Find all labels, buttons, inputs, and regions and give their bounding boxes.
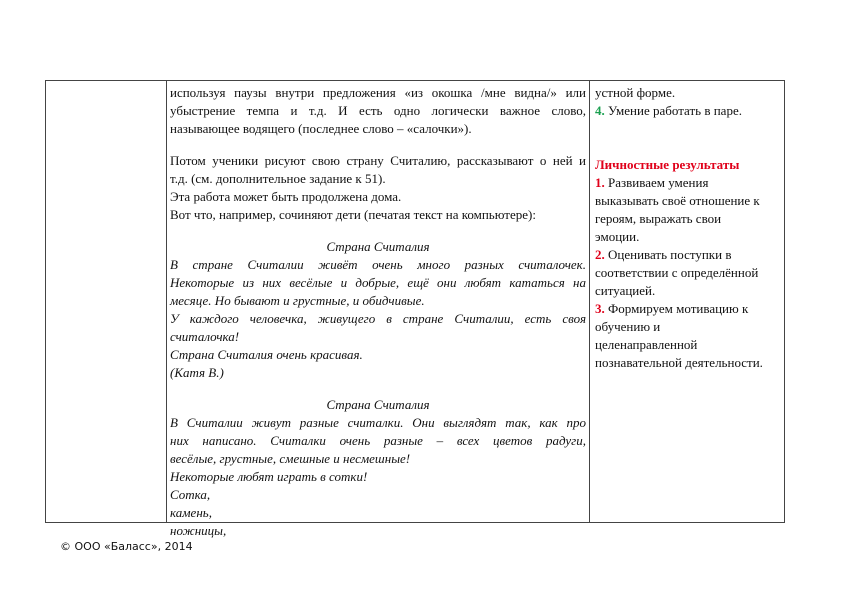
story-line: месяце. Но бывают и грустные, и обидчивые. xyxy=(170,293,425,308)
story-line: Некоторые любят играть в сотки! xyxy=(170,469,368,484)
text-line: используя паузы внутри предложения «из окошка /мне видна/» или xyxy=(170,85,586,100)
text-line: называющее водящего (последнее слово – «салочки»). xyxy=(170,121,472,136)
item-text: Формируем мотивацию к xyxy=(604,301,749,316)
item-text: Развиваем умения xyxy=(604,175,709,190)
results-cell xyxy=(595,84,783,372)
list-item xyxy=(595,300,783,318)
item-number: 1. xyxy=(595,175,605,190)
text-line: Потом ученики рисуют свою страну Считалию, рассказывают о ней и xyxy=(170,153,586,168)
story-author: (Катя В.) xyxy=(170,365,224,380)
text-line: устной форме. xyxy=(595,85,676,100)
story-title: Страна Считалия xyxy=(326,397,430,412)
story-line: Некоторые из них весёлые и добрые, ещё они любят кататься на xyxy=(170,275,586,290)
story-line: камень, xyxy=(170,505,212,520)
item-text: целенаправленной xyxy=(595,337,698,352)
item-number: 4. xyxy=(595,103,605,118)
story-line: считалочка! xyxy=(170,329,240,344)
item-text: эмоции. xyxy=(595,229,640,244)
story-title: Страна Считалия xyxy=(326,239,430,254)
item-number: 3. xyxy=(595,301,605,316)
story-line: весёлые, грустные, смешные и несмешные! xyxy=(170,451,411,466)
text-line: Эта работа может быть продолжена дома. xyxy=(170,189,402,204)
story-line: Сотка, xyxy=(170,487,211,502)
list-item xyxy=(595,102,783,120)
story-line: ножницы, xyxy=(170,523,227,538)
item-text: Оценивать поступки в xyxy=(604,247,732,262)
text-line: Вот что, например, сочиняют дети (печатая текст на компьютере): xyxy=(170,207,536,222)
item-text: ситуацией. xyxy=(595,283,656,298)
story-line: У каждого человечка, живущего в стране Считалии, есть своя xyxy=(170,311,586,326)
activity-description-cell xyxy=(170,84,586,540)
item-text: обучению и xyxy=(595,319,661,334)
item-text: соответствии с определённой xyxy=(595,265,759,280)
item-text: познавательной деятельности. xyxy=(595,355,763,370)
story-line: В Считалии живут разные считалки. Они выглядят так, как про xyxy=(170,415,586,430)
story-line: В стране Считалии живёт очень много разных считалочек. xyxy=(170,257,586,272)
list-item xyxy=(595,174,783,192)
column-divider xyxy=(589,80,590,523)
copyright-footer: © ООО «Баласс», 2014 xyxy=(60,540,193,553)
item-text: героям, выражать свои xyxy=(595,211,722,226)
text-line: т.д. (см. дополнительное задание к 51). xyxy=(170,171,386,186)
section-heading: Личностные результаты xyxy=(595,157,740,172)
item-number: 2. xyxy=(595,247,605,262)
column-divider xyxy=(166,80,167,523)
item-text: Умение работать в паре. xyxy=(604,103,742,118)
story-line: Страна Считалия очень красивая. xyxy=(170,347,363,362)
text-line: убыстрение темпа и т.д. И есть одно логически важное слово, xyxy=(170,103,586,118)
item-text: выказывать своё отношение к xyxy=(595,193,760,208)
story-line: них написано. Считалки очень разные – всех цветов радуги, xyxy=(170,433,586,448)
list-item xyxy=(595,246,783,264)
